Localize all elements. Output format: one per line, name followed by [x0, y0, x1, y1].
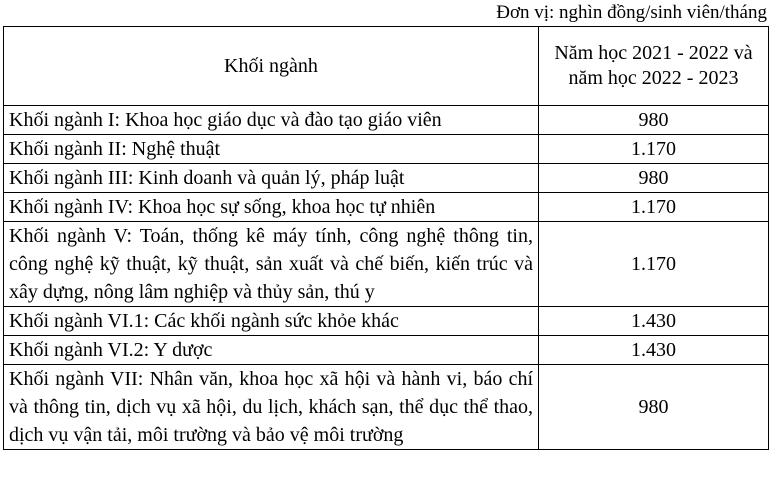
header-academic-year: Năm học 2021 - 2022 và năm học 2022 - 2023 [539, 27, 769, 106]
table-row [4, 307, 769, 336]
fee-cell: 1.430 [539, 336, 769, 365]
sector-cell: Khối ngành I: Khoa học giáo dục và đào tạo giáo viên [4, 106, 539, 135]
fee-cell: 980 [539, 164, 769, 193]
table-row [4, 135, 769, 164]
sector-cell: Khối ngành V: Toán, thống kê máy tính, công nghệ thông tin, công nghệ kỹ thuật, kỹ thuật, sản xuất và chế biến, kiến trúc và xây dựng, nông lâm nghiệp và thủy sản, thú y [4, 222, 539, 307]
sector-cell: Khối ngành III: Kinh doanh và quản lý, pháp luật [4, 164, 539, 193]
table-row [4, 106, 769, 135]
unit-note: Đơn vị: nghìn đồng/sinh viên/tháng [496, 2, 767, 23]
sector-cell: Khối ngành IV: Khoa học sự sống, khoa học tự nhiên [4, 193, 539, 222]
sector-cell: Khối ngành II: Nghệ thuật [4, 135, 539, 164]
fee-cell: 980 [539, 365, 769, 450]
table-row [4, 164, 769, 193]
table-row [4, 222, 769, 307]
fee-cell: 1.170 [539, 135, 769, 164]
table-row [4, 365, 769, 450]
header-sector: Khối ngành [4, 27, 539, 106]
table-row [4, 336, 769, 365]
sector-cell: Khối ngành VI.2: Y dược [4, 336, 539, 365]
table-header-row [4, 27, 769, 106]
fee-cell: 980 [539, 106, 769, 135]
sector-cell: Khối ngành VI.1: Các khối ngành sức khỏe khác [4, 307, 539, 336]
fee-cell: 1.430 [539, 307, 769, 336]
table-row [4, 193, 769, 222]
tuition-fee-table [3, 26, 769, 450]
sector-cell: Khối ngành VII: Nhân văn, khoa học xã hội và hành vi, báo chí và thông tin, dịch vụ xã hội, du lịch, khách sạn, thể dục thể thao, dịch vụ vận tải, môi trường và bảo vệ môi trường [4, 365, 539, 450]
fee-cell: 1.170 [539, 222, 769, 307]
fee-cell: 1.170 [539, 193, 769, 222]
